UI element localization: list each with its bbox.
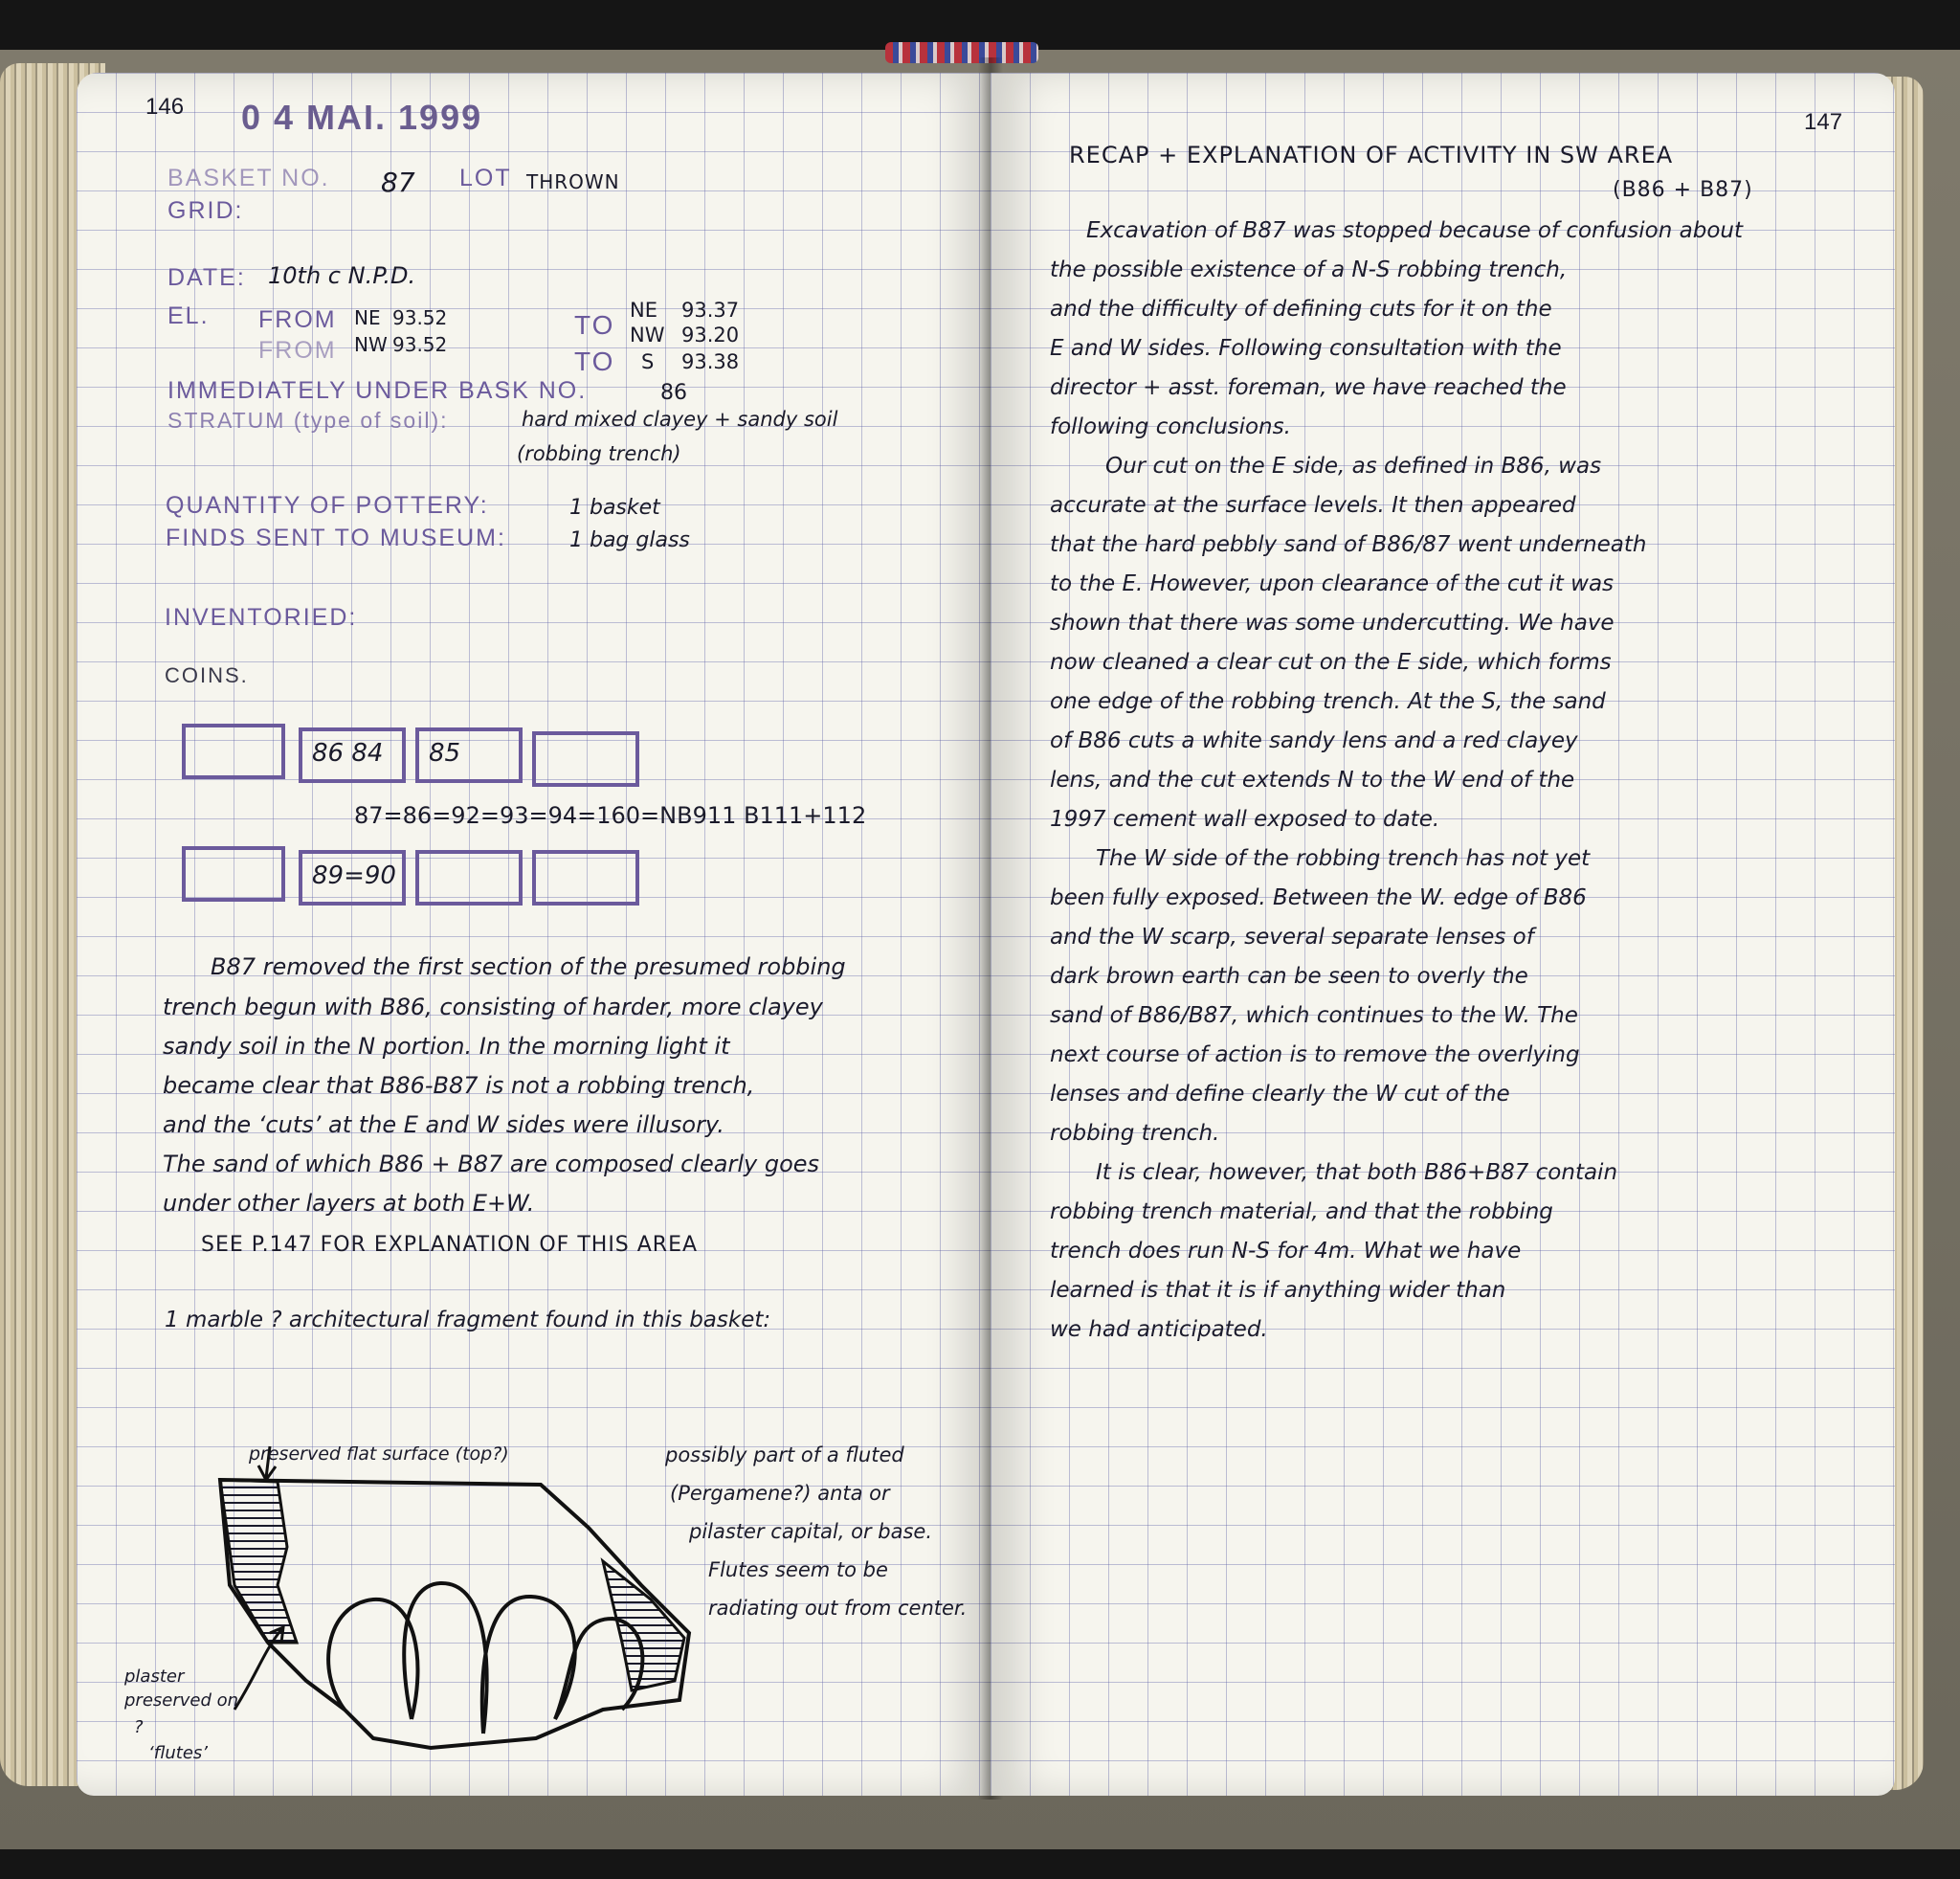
recap-line: one edge of the robbing trench. At the S, the sand	[1050, 689, 1606, 714]
recap-line: robbing trench material, and that the robbing	[1050, 1199, 1553, 1224]
recap-line: Our cut on the E side, as defined in B86, was	[1105, 454, 1602, 479]
lot-label: LOT	[459, 165, 512, 191]
plaster-label-4: ‘flutes’	[148, 1743, 208, 1763]
note-line: trench begun with B86, consisting of harder, more clayey	[163, 994, 823, 1020]
marble-note: 1 marble ? architectural fragment found in this basket:	[165, 1308, 771, 1332]
finds-label: FINDS SENT TO MUSEUM:	[166, 525, 506, 551]
sketch-label-right-5: radiating out from center.	[708, 1597, 968, 1620]
from-label-2: FROM	[258, 337, 337, 364]
basket-label: BASKET NO.	[167, 165, 330, 191]
date-stamp: 0 4 MAI. 1999	[241, 98, 483, 137]
recap-line: next course of action is to remove the overlying	[1050, 1042, 1580, 1067]
recap-line: robbing trench.	[1050, 1121, 1220, 1146]
recap-line: lenses and define clearly the W cut of the	[1050, 1082, 1510, 1107]
plaster-label-1: plaster	[124, 1666, 185, 1687]
coin-box-2-2: 89=90	[299, 850, 406, 906]
sketch-label-right-2: (Pergamene?) anta or	[670, 1482, 890, 1505]
from-label-1: FROM	[258, 306, 337, 333]
recap-line: now cleaned a clear cut on the E side, which forms	[1050, 650, 1612, 675]
recap-line: trench does run N-S for 4m. What we have	[1050, 1239, 1522, 1264]
recap-line: accurate at the surface levels. It then appeared	[1050, 493, 1576, 518]
coins-label: COINS.	[165, 663, 249, 687]
to-nw-value: 93.20	[681, 324, 740, 347]
from-ne-value: 93.52	[392, 306, 448, 329]
recap-line: director + asst. foreman, we have reached the	[1050, 375, 1567, 400]
from-nw-value: 93.52	[392, 333, 448, 356]
to-s-value: 93.38	[681, 350, 740, 373]
flute-3	[482, 1597, 575, 1734]
recap-line: that the hard pebbly sand of B86/87 went underneath	[1050, 532, 1647, 557]
note-line: under other layers at both E+W.	[163, 1190, 535, 1217]
recap-line: to the E. However, upon clearance of the cut it was	[1050, 571, 1615, 596]
coin-box-1-4	[532, 731, 639, 787]
pottery-value: 1 basket	[569, 496, 660, 520]
to-s-dir: S	[641, 350, 655, 373]
lot-value: THROWN	[526, 170, 620, 193]
stratum-label: STRATUM (type of soil):	[167, 408, 449, 433]
sketch-label-right-3: pilaster capital, or base.	[689, 1520, 933, 1543]
right-page	[991, 73, 1895, 1796]
page-number-left: 146	[145, 94, 185, 120]
coin-box-1-1	[182, 724, 285, 779]
coin-equation: 87=86=92=93=94=160=NB911 B111+112	[354, 802, 867, 829]
recap-line: Excavation of B87 was stopped because of confusion about	[1086, 218, 1743, 243]
date-label: DATE:	[167, 264, 246, 291]
recap-line: we had anticipated.	[1050, 1317, 1268, 1342]
note-line: became clear that B86-B87 is not a robbing trench,	[163, 1072, 755, 1099]
pottery-label: QUANTITY OF POTTERY:	[166, 492, 489, 519]
coin-box-1-2: 86 84	[299, 727, 406, 783]
el-label: EL.	[167, 302, 210, 329]
to-label-1: TO	[574, 310, 615, 340]
stratum-value-2: (robbing trench)	[517, 442, 681, 465]
sketch-hatched-left	[220, 1480, 297, 1643]
see-note: SEE P.147 FOR EXPLANATION OF THIS AREA	[201, 1233, 699, 1257]
coin-box-2-1	[182, 846, 285, 902]
immediately-under-label: IMMEDIATELY UNDER BASK NO.	[167, 377, 588, 404]
sketch-label-right-4: Flutes seem to be	[708, 1558, 888, 1581]
note-line: sandy soil in the N portion. In the morning light it	[163, 1033, 730, 1060]
recap-line: the possible existence of a N-S robbing trench,	[1050, 257, 1568, 282]
to-nw-dir: NW	[630, 324, 665, 347]
stratum-value-1: hard mixed clayey + sandy soil	[522, 408, 838, 431]
immediately-under-value: 86	[660, 381, 687, 405]
recap-line: following conclusions.	[1050, 414, 1291, 439]
sketch-label-top: preserved flat surface (top?)	[249, 1443, 509, 1465]
recap-line: lens, and the cut extends N to the W end of the	[1050, 768, 1575, 793]
recap-line: learned is that it is if anything wider than	[1050, 1278, 1506, 1303]
bookmark-ribbon	[885, 42, 1038, 63]
recap-line: E and W sides. Following consultation with the	[1050, 336, 1562, 361]
to-ne-value: 93.37	[681, 299, 740, 322]
note-line: B87 removed the first section of the presumed robbing	[211, 953, 846, 980]
to-ne-dir: NE	[630, 299, 657, 322]
inventoried-label: INVENTORIED:	[165, 604, 358, 631]
sketch-label-right-1: possibly part of a fluted	[665, 1443, 904, 1466]
recap-heading: RECAP + EXPLANATION OF ACTIVITY IN SW AREA	[1069, 142, 1674, 168]
recap-line: been fully exposed. Between the W. edge of B86	[1050, 885, 1587, 910]
left-page	[77, 73, 991, 1796]
recap-line: It is clear, however, that both B86+B87 contain	[1096, 1160, 1618, 1185]
to-label-2: TO	[574, 347, 615, 376]
page-number-right: 147	[1804, 109, 1843, 135]
basket-value: 87	[381, 167, 415, 198]
recap-line: shown that there was some undercutting. We have	[1050, 611, 1615, 636]
grid-label: GRID:	[167, 197, 244, 224]
recap-line: The W side of the robbing trench has not yet	[1096, 846, 1591, 871]
plaster-label-2: preserved on	[124, 1690, 239, 1711]
coin-box-1-3: 85	[415, 727, 523, 783]
from-nw-dir: NW	[354, 333, 388, 356]
sketch-hatched-right	[603, 1561, 684, 1690]
coin-box-2-4	[532, 850, 639, 906]
recap-line: of B86 cuts a white sandy lens and a red clayey	[1050, 728, 1578, 753]
recap-heading-sub: (B86 + B87)	[1613, 178, 1753, 202]
date-value: 10th c N.P.D.	[268, 262, 416, 289]
recap-line: dark brown earth can be seen to overly the	[1050, 964, 1528, 989]
from-ne-dir: NE	[354, 306, 381, 329]
recap-line: sand of B86/B87, which continues to the W. The	[1050, 1003, 1578, 1028]
recap-line: 1997 cement wall exposed to date.	[1050, 807, 1440, 832]
recap-line: and the difficulty of defining cuts for it on the	[1050, 297, 1552, 322]
plaster-label-3: ?	[134, 1717, 144, 1737]
finds-value: 1 bag glass	[569, 528, 690, 552]
coin-box-2-3	[415, 850, 523, 906]
note-line: The sand of which B86 + B87 are composed clearly goes	[163, 1151, 820, 1177]
recap-line: and the W scarp, several separate lenses of	[1050, 925, 1534, 950]
note-line: and the ‘cuts’ at the E and W sides were illusory.	[163, 1111, 724, 1138]
